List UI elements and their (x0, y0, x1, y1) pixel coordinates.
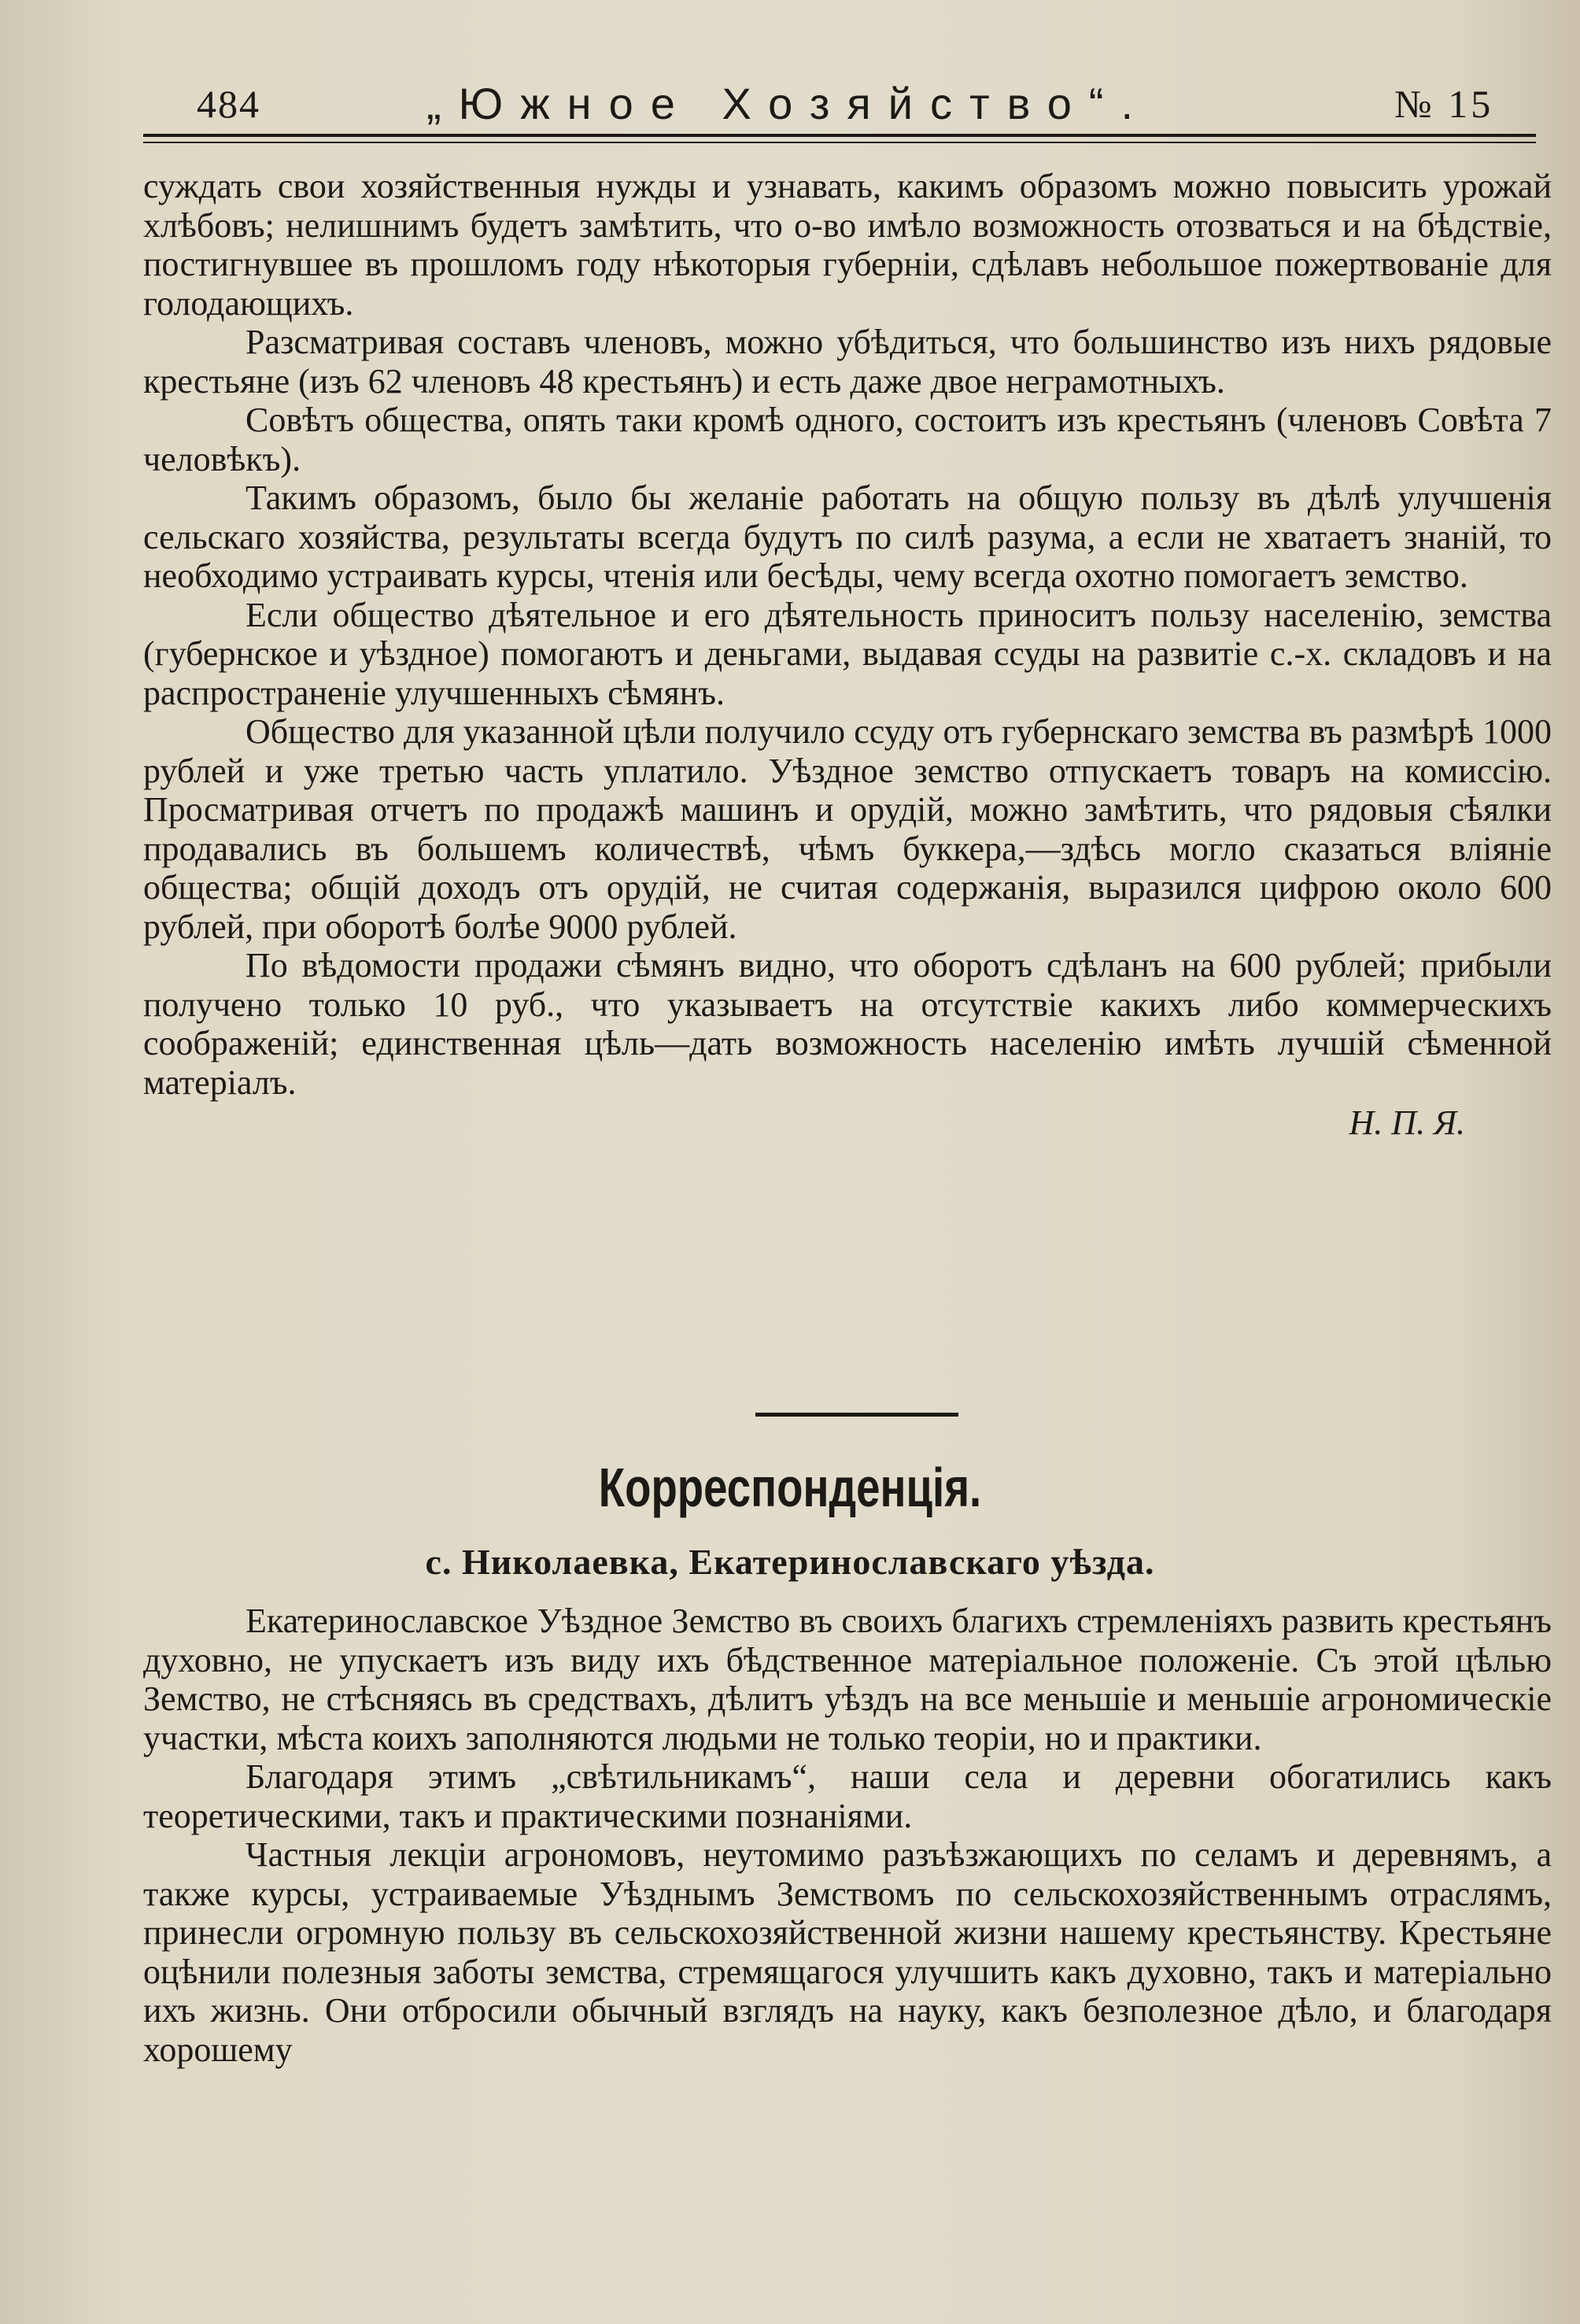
correspondence-paragraph: Частныя лекціи агрономовъ, неутомимо разъѣзжающихъ по селамъ и деревнямъ, а также курсы, устраиваемые Уѣзднымъ Земствомъ по сельскохозяйственнымъ отраслямъ, принесли огромную пользу въ сельскохозяйственной жизни нашему крестьянству. Крестьяне оцѣнили полезныя заботы земства, стремящагося улучшить какъ духовно, такъ и матеріально ихъ жизнь. Они отбросили обычный взглядъ на науку, какъ безполезное дѣло, и благодаря хорошему (143, 1835, 1552, 2069)
author-signature: Н. П. Я. (1349, 1103, 1465, 1142)
page-number: 484 (197, 82, 260, 126)
header-rule-thin (143, 142, 1536, 143)
article-body (143, 167, 1552, 1143)
article-paragraph: Такимъ образомъ, было бы желаніе работать на общую пользу въ дѣлѣ улучшенія сельскаго хозяйства, результаты всегда будутъ по силѣ разума, а если не хватаетъ знаній, то необходимо устраивать курсы, чтенія или бесѣды, чему всегда охотно помогаетъ земство. (143, 478, 1552, 595)
correspondence-body (143, 1602, 1552, 2069)
article-paragraph: суждать свои хозяйственныя нужды и узнавать, какимъ образомъ можно повысить урожай хлѣбовъ; нелишнимъ будетъ замѣтить, что о-во имѣло возможность отозваться и на бѣдствіе, постигнувшее въ прошломъ году нѣкоторыя губерніи, сдѣлавъ небольшое пожертвованіе для голодающихъ. (143, 167, 1552, 323)
correspondence-paragraph: Благодаря этимъ „свѣтильникамъ“, наши села и деревни обогатились какъ теоретическими, такъ и практическими познаніями. (143, 1757, 1552, 1835)
page-header (143, 75, 1536, 138)
article-paragraph: Совѣтъ общества, опять таки кромѣ одного, состоитъ изъ крестьянъ (членовъ Совѣта 7 человѣкъ). (143, 401, 1552, 478)
article-paragraph: Общество для указанной цѣли получило ссуду отъ губернскаго земства въ размѣрѣ 1000 рублей и уже третью часть уплатило. Уѣздное земство отпускаетъ товаръ на комиссію. Просматривая отчетъ по продажѣ машинъ и орудій, можно замѣтить, что рядовыя сѣялки продавались въ большемъ количествѣ, чѣмъ буккера,—здѣсь могло сказаться вліяніе общества; общій доходъ отъ орудій, не считая содержанія, выразился цифрою около 600 рублей, при оборотѣ болѣе 9000 рублей. (143, 712, 1552, 946)
correspondence-location: с. Николаевка, Екатеринославскаго уѣзда. (425, 1542, 1155, 1582)
section-title: Корреспонденція. (598, 1457, 982, 1518)
issue-number: № 15 (1394, 82, 1494, 126)
correspondence-paragraph: Екатеринославское Уѣздное Земство въ своихъ благихъ стремленіяхъ развить крестьянъ духовно, не упускаетъ изъ виду ихъ бѣдственное матеріальное положеніе. Съ этой цѣлью Земство, не стѣсняясь въ средствахъ, дѣлитъ уѣздъ на все меньшіе и меньшіе агрономическіе участки, мѣста коихъ заполняются людьми не только теоріи, но и практики. (143, 1602, 1552, 1757)
section-divider (755, 1413, 958, 1417)
journal-title: „Южное Хозяйство“. (426, 79, 1151, 128)
article-paragraph: По вѣдомости продажи сѣмянъ видно, что оборотъ сдѣланъ на 600 рублей; прибыли получено только 10 руб., что указываетъ на отсутствіе какихъ либо коммерческихъ соображеній; единственная цѣль—дать возможность населенію имѣть лучшій сѣменной матеріалъ. (143, 946, 1552, 1102)
article-paragraph: Разсматривая составъ членовъ, можно убѣдиться, что большинство изъ нихъ рядовые крестьяне (изъ 62 членовъ 48 крестьянъ) и есть даже двое неграмотныхъ. (143, 323, 1552, 401)
header-rule (143, 134, 1536, 137)
article-paragraph: Если общество дѣятельное и его дѣятельность приноситъ пользу населенію, земства (губернское и уѣздное) помогаютъ и деньгами, выдавая ссуды на развитіе с.-х. складовъ и на распространеніе улучшенныхъ сѣмянъ. (143, 595, 1552, 712)
